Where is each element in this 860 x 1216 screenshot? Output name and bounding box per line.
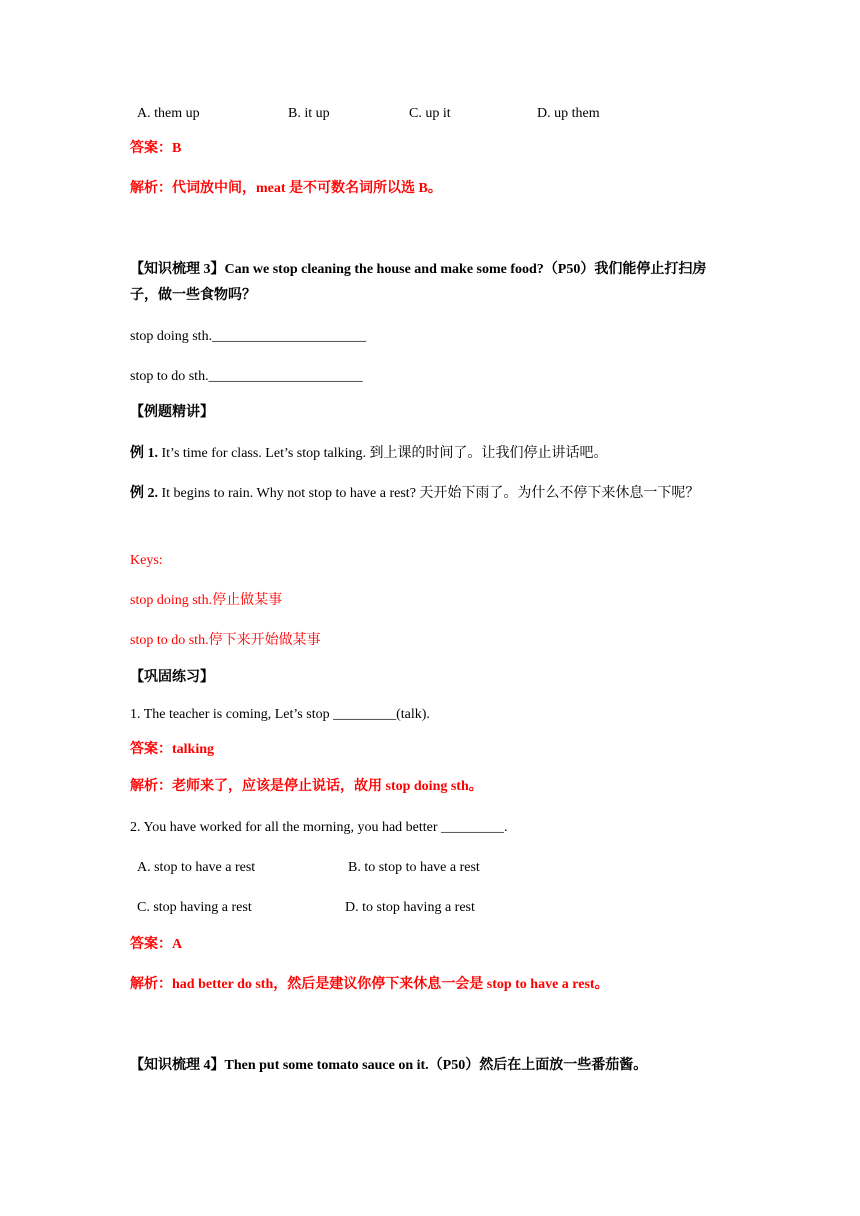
section4-heading: 【知识梳理 4】Then put some tomato sauce on it.（P50）然后在上面放一些番茄酱。 [130,1058,648,1073]
prev-analysis: 解析：代词放中间，meat 是不可数名词所以选 B。 [130,181,442,196]
blank-stop-doing: stop doing sth.______________________ [130,329,367,344]
option-b: B. it up [288,106,330,121]
blank-stop-to-do: stop to do sth.______________________ [130,369,363,384]
prev-answer: 答案：B [130,141,182,156]
option-a: A. them up [137,106,200,121]
q2-option-b: B. to stop to have a rest [348,860,480,875]
question-1-answer: 答案：talking [130,742,215,757]
option-d: D. up them [537,106,600,121]
question-2-answer: 答案：A [130,937,183,952]
q2-option-d: D. to stop having a rest [345,900,475,915]
example-1 [130,444,608,464]
key-2: stop to do sth.停下来开始做某事 [130,633,321,648]
example-2-text: It begins to rain. Why not stop to have a rest? 天开始下雨了。为什么不停下来休息一下呢？ [158,486,700,501]
example-2-label: 例 2. [130,486,158,501]
section3-heading: 【知识梳理 3】Can we stop cleaning the house and make some food?（P50）我们能停止打扫房子，做一些食物吗？ [130,262,707,303]
examples-heading: 【例题精讲】 [130,405,214,420]
example-2 [130,481,732,507]
example-1-text: It’s time for class. Let’s stop talking. 到上课的时间了。让我们停止讲话吧。 [158,446,608,461]
option-c: C. up it [409,106,451,121]
question-2-analysis: 解析：had better do sth，然后是建议你停下来休息一会是 stop to have a rest。 [130,977,609,992]
question-2: 2. You have worked for all the morning, you had better _________. [130,820,508,835]
example-1-label: 例 1. [130,446,158,461]
question-1: 1. The teacher is coming, Let’s stop _________(talk). [130,707,430,722]
key-1: stop doing sth.停止做某事 [130,593,283,608]
q2-option-a: A. stop to have a rest [137,860,256,875]
question-1-analysis: 解析：老师来了，应该是停止说话，故用 stop doing sth。 [130,779,483,794]
q2-option-c: C. stop having a rest [137,900,252,915]
practice-heading: 【巩固练习】 [130,670,214,685]
keys-label: Keys: [130,553,163,568]
